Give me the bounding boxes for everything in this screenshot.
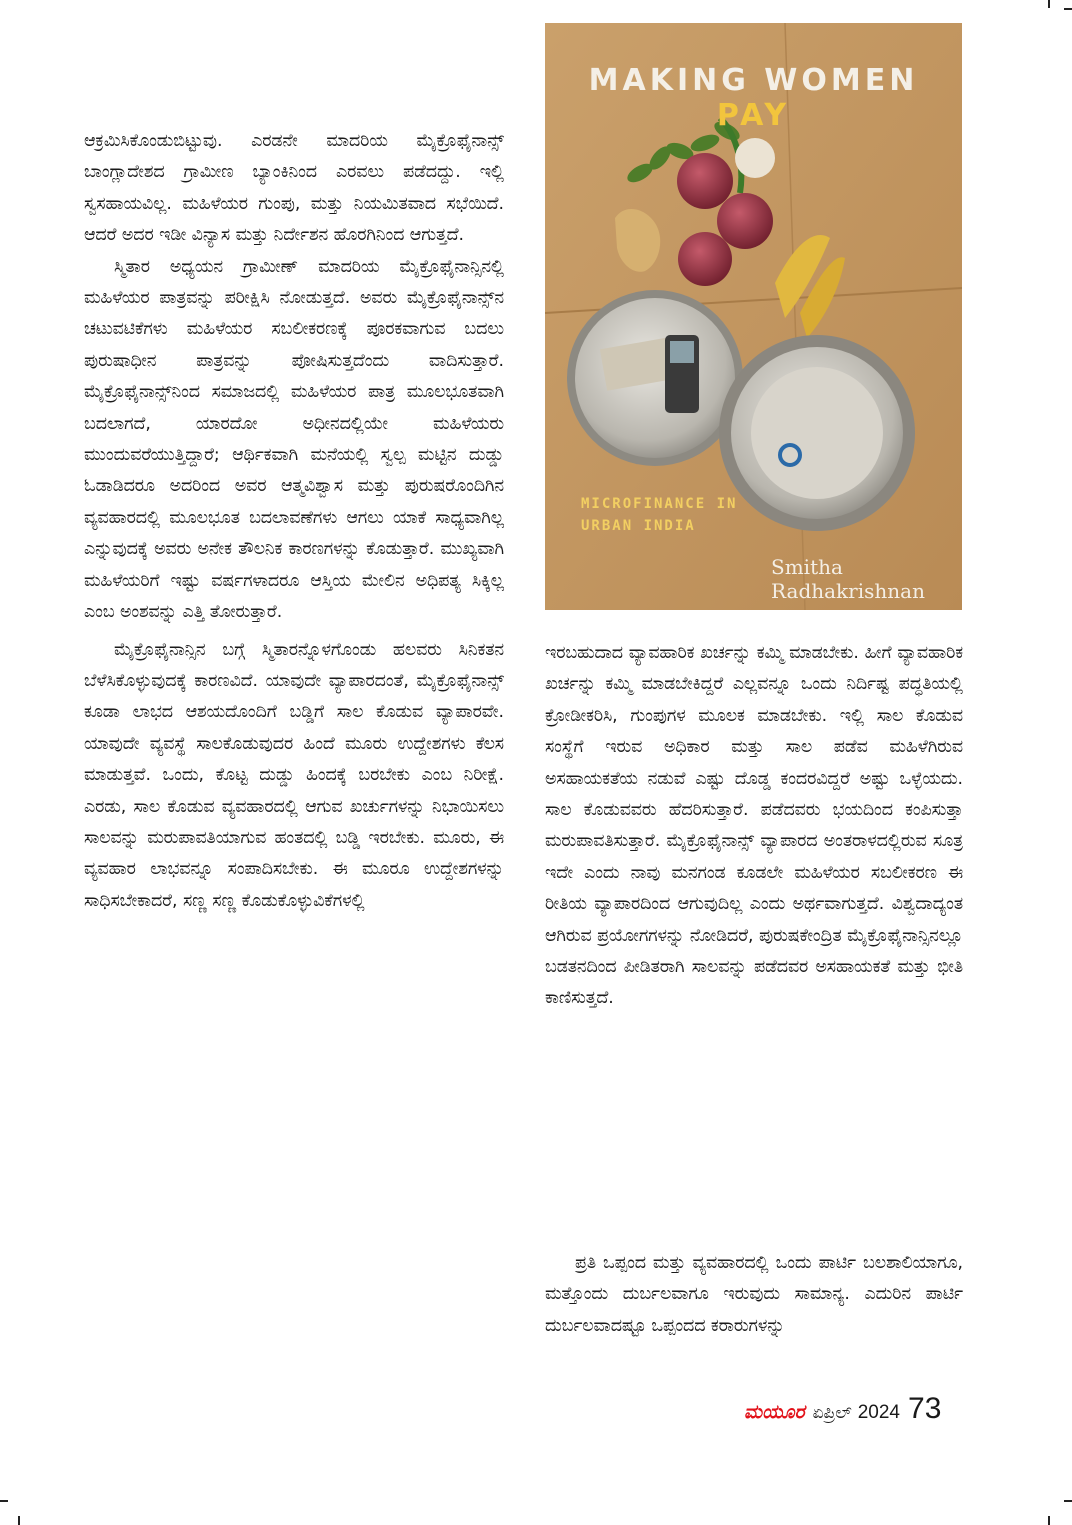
article-right-column	[545, 638, 963, 1240]
book-subtitle	[581, 493, 737, 537]
issue-month: ಏಪ್ರಿಲ್	[812, 1403, 852, 1423]
book-subtitle-line: URBAN INDIA	[581, 518, 696, 534]
paragraph: ಮೈಕ್ರೊಫೈನಾನ್ಸಿನ ಬಗ್ಗೆ ಸ್ಮಿತಾರನ್ನೊಳಗೊಂಡು ಹಲವರು ಸಿನಿಕತನ ಬೆಳೆಸಿಕೊಳ್ಳುವುದಕ್ಕೆ ಕಾರಣವಿದೆ. ಯಾವುದೇ ವ್ಯಾಪಾರದಂತೆ, ಮೈಕ್ರೊಫೈನಾನ್ಸ್ ಕೂಡಾ ಲಾಭದ ಆಶಯದೊಂದಿಗೆ ಬಡ್ಡಿಗೆ ಸಾಲ ಕೊಡುವ ವ್ಯಾಪಾರವೇ. ಯಾವುದೇ ವ್ಯವಸ್ಥೆ ಸಾಲಕೊಡುವುದರ ಹಿಂದೆ ಮೂರು ಉದ್ದೇಶಗಳು ಕೆಲಸ ಮಾಡುತ್ತವೆ. ಒಂದು, ಕೊಟ್ಟ ದುಡ್ಡು ಹಿಂದಕ್ಕೆ ಬರಬೇಕು ಎಂಬ ನಿರೀಕ್ಷೆ. ಎರಡು, ಸಾಲ ಕೊಡುವ ವ್ಯವಹಾರದಲ್ಲಿ ಆಗುವ ಖರ್ಚುಗಳನ್ನು ನಿಭಾಯಿಸಲು ಸಾಲವನ್ನು ಮರುಪಾವತಿಯಾಗುವ ಹಂತದಲ್ಲಿ ಬಡ್ಡಿ ಇರಬೇಕು. ಮೂರು, ಈ ವ್ಯವಹಾರ ಲಾಭವನ್ನೂ ಸಂಪಾದಿಸಬೇಕು. ಈ ಮೂರೂ ಉದ್ದೇಶಗಳನ್ನು ಸಾಧಿಸಬೇಕಾದರೆ, ಸಣ್ಣ ಸಣ್ಣ ಕೊಡುಕೊಳ್ಳುವಿಕೆಗಳಲ್ಲಿ	[84, 639, 504, 911]
book-author	[771, 555, 925, 603]
crop-mark	[1064, 8, 1072, 10]
crop-mark	[18, 1516, 20, 1525]
issue-year: 2024	[857, 1402, 901, 1423]
paragraph: ಇರಬಹುದಾದ ವ್ಯಾವಹಾರಿಕ ಖರ್ಚನ್ನು ಕಮ್ಮಿ ಮಾಡಬೇಕು. ಹೀಗೆ ವ್ಯಾವಹಾರಿಕ ಖರ್ಚನ್ನು ಕಮ್ಮಿ ಮಾಡಬೇಕಿದ್ದರೆ ಎಲ್ಲವನ್ನೂ ಒಂದು ನಿರ್ದಿಷ್ಟ ಪದ್ಧತಿಯಲ್ಲಿ ಕ್ರೋಡೀಕರಿಸಿ, ಗುಂಪುಗಳ ಮೂಲಕ ಮಾಡಬೇಕು. ಇಲ್ಲಿ ಸಾಲ ಕೊಡುವ ಸಂಸ್ಥೆಗೆ ಇರುವ ಅಧಿಕಾರ ಮತ್ತು ಸಾಲ ಪಡೆವ ಮಹಿಳೆಗಿರುವ ಅಸಹಾಯಕತೆಯ ನಡುವೆ ಎಷ್ಟು ದೊಡ್ಡ ಕಂದರವಿದ್ದರೆ ಅಷ್ಟು ಒಳ್ಳೆಯದು. ಸಾಲ ಕೊಡುವವರು ಹೆದರಿಸುತ್ತಾರೆ. ಪಡೆದವರು ಭಯದಿಂದ ಕಂಪಿಸುತ್ತಾ ಮರುಪಾವತಿಸುತ್ತಾರೆ. ಮೈಕ್ರೊಫೈನಾನ್ಸ್ ವ್ಯಾಪಾರದ ಅಂತರಾಳದಲ್ಲಿರುವ ಸೂತ್ರ ಇದೇ ಎಂದು ನಾವು ಮನಗಂಡ ಕೂಡಲೇ ಮಹಿಳೆಯರ ಸಬಲೀಕರಣ ಈ ರೀತಿಯ ವ್ಯಾಪಾರದಿಂದ ಆಗುವುದಿಲ್ಲ ಎಂದು ಅರ್ಥವಾಗುತ್ತದೆ. ವಿಶ್ವದಾದ್ಯಂತ ಆಗಿರುವ ಪ್ರಯೋಗಗಳನ್ನು ನೋಡಿದರೆ, ಪುರುಷಕೇಂದ್ರಿತ ಮೈಕ್ರೊಫೈನಾನ್ಸಿನಲ್ಲೂ ಬಡತನದಿಂದ ಪೀಡಿತರಾಗಿ ಸಾಲವನ್ನು ಪಡೆದವರ ಅಸಹಾಯಕತೆ ಮತ್ತು ಭೀತಿ ಕಾಣಿಸುತ್ತದೆ.	[545, 643, 963, 1009]
crop-mark	[1064, 1500, 1072, 1502]
paragraph: ಸ್ಮಿತಾರ ಅಧ್ಯಯನ ಗ್ರಾಮೀಣ್ ಮಾದರಿಯ ಮೈಕ್ರೊಫೈನಾನ್ಸಿನಲ್ಲಿ ಮಹಿಳೆಯರ ಪಾತ್ರವನ್ನು ಪರೀಕ್ಷಿಸಿ ನೋಡುತ್ತದೆ. ಅವರು ಮೈಕ್ರೊಫೈನಾನ್ಸ್‌ನ ಚಟುವಟಿಕೆಗಳು ಮಹಿಳೆಯರ ಸಬಲೀಕರಣಕ್ಕೆ ಪೂರಕವಾಗುವ ಬದಲು ಪುರುಷಾಧೀನ ಪಾತ್ರವನ್ನು ಪೋಷಿಸುತ್ತದೆಂದು ವಾದಿಸುತ್ತಾರೆ. ಮೈಕ್ರೊಫೈನಾನ್ಸ್‌ನಿಂದ ಸಮಾಜದಲ್ಲಿ ಮಹಿಳೆಯರ ಪಾತ್ರ ಮೂಲಭೂತವಾಗಿ ಬದಲಾಗದೆ, ಯಾರದೋ ಅಧೀನದಲ್ಲಿಯೇ ಮಹಿಳೆಯರು ಮುಂದುವರೆಯುತ್ತಿದ್ದಾರೆ; ಆರ್ಥಿಕವಾಗಿ ಮನೆಯಲ್ಲಿ ಸ್ವಲ್ಪ ಮಟ್ಟಿನ ದುಡ್ಡು ಓಡಾಡಿದರೂ ಅದರಿಂದ ಅವರ ಆತ್ಮವಿಶ್ವಾಸ ಮತ್ತು ಪುರುಷರೊಂದಿಗಿನ ವ್ಯವಹಾರದಲ್ಲಿ ಮೂಲಭೂತ ಬದಲಾವಣೆಗಳು ಆಗಲು ಯಾಕೆ ಸಾಧ್ಯವಾಗಿಲ್ಲ ಎನ್ನುವುದಕ್ಕೆ ಅವರು ಅನೇಕ ತೌಲನಿಕ ಕಾರಣಗಳನ್ನು ಕೊಡುತ್ತಾರೆ. ಮುಖ್ಯವಾಗಿ ಮಹಿಳೆಯರಿಗೆ ಇಷ್ಟು ವರ್ಷಗಳಾದರೂ ಆಸ್ತಿಯ ಮೇಲಿನ ಅಧಿಪತ್ಯ ಸಿಕ್ಕಿಲ್ಲ ಎಂಬ ಅಂಶವನ್ನು ಎತ್ತಿ ತೋರುತ್ತಾರೆ.	[84, 256, 504, 623]
article-left-column	[84, 126, 504, 1388]
book-author-line: Smitha	[771, 555, 843, 579]
book-subtitle-line: MICROFINANCE IN	[581, 496, 738, 512]
paragraph: ಪ್ರತಿ ಒಪ್ಪಂದ ಮತ್ತು ವ್ಯವಹಾರದಲ್ಲಿ ಒಂದು ಪಾರ್ಟಿ ಬಲಶಾಲಿಯಾಗೂ, ಮತ್ತೊಂದು ದುರ್ಬಲವಾಗೂ ಇರುವುದು ಸಾಮಾನ್ಯ. ಎದುರಿನ ಪಾರ್ಟಿ ದುರ್ಬಲವಾದಷ್ಟೂ ಒಪ್ಪಂದದ ಕರಾರುಗಳನ್ನು	[545, 1253, 963, 1336]
book-cover-image	[545, 23, 962, 610]
magazine-logo: ಮಯೂರ	[744, 1401, 805, 1423]
crop-mark	[0, 1500, 8, 1502]
crop-mark	[1048, 0, 1050, 8]
book-title-accent: PAY	[716, 98, 791, 133]
article-right-column-continued	[545, 1248, 963, 1388]
book-author-line: Radhakrishnan	[771, 579, 925, 603]
paragraph: ಆಕ್ರಮಿಸಿಕೊಂಡುಬಿಟ್ಟುವು. ಎರಡನೇ ಮಾದರಿಯ ಮೈಕ್ರೊಫೈನಾನ್ಸ್ ಬಾಂಗ್ಲಾದೇಶದ ಗ್ರಾಮೀಣ ಬ್ಯಾಂಕಿನಿಂದ ಎರವಲು ಪಡೆದದ್ದು. ಇಲ್ಲಿ ಸ್ವಸಹಾಯವಿಲ್ಲ. ಮಹಿಳೆಯರ ಗುಂಪು, ಮತ್ತು ನಿಯಮಿತವಾದ ಸಭೆಯಿದೆ. ಆದರೆ ಅದರ ಇಡೀ ವಿನ್ಯಾಸ ಮತ್ತು ನಿರ್ದೇಶನ ಹೊರಗಿನಿಂದ ಆಗುತ್ತದೆ.	[84, 131, 504, 246]
book-title	[545, 63, 962, 133]
page-footer	[744, 1392, 974, 1432]
book-title-main: MAKING WOMEN	[588, 63, 919, 98]
page-number: 73	[908, 1392, 942, 1425]
crop-mark	[1048, 1516, 1050, 1525]
